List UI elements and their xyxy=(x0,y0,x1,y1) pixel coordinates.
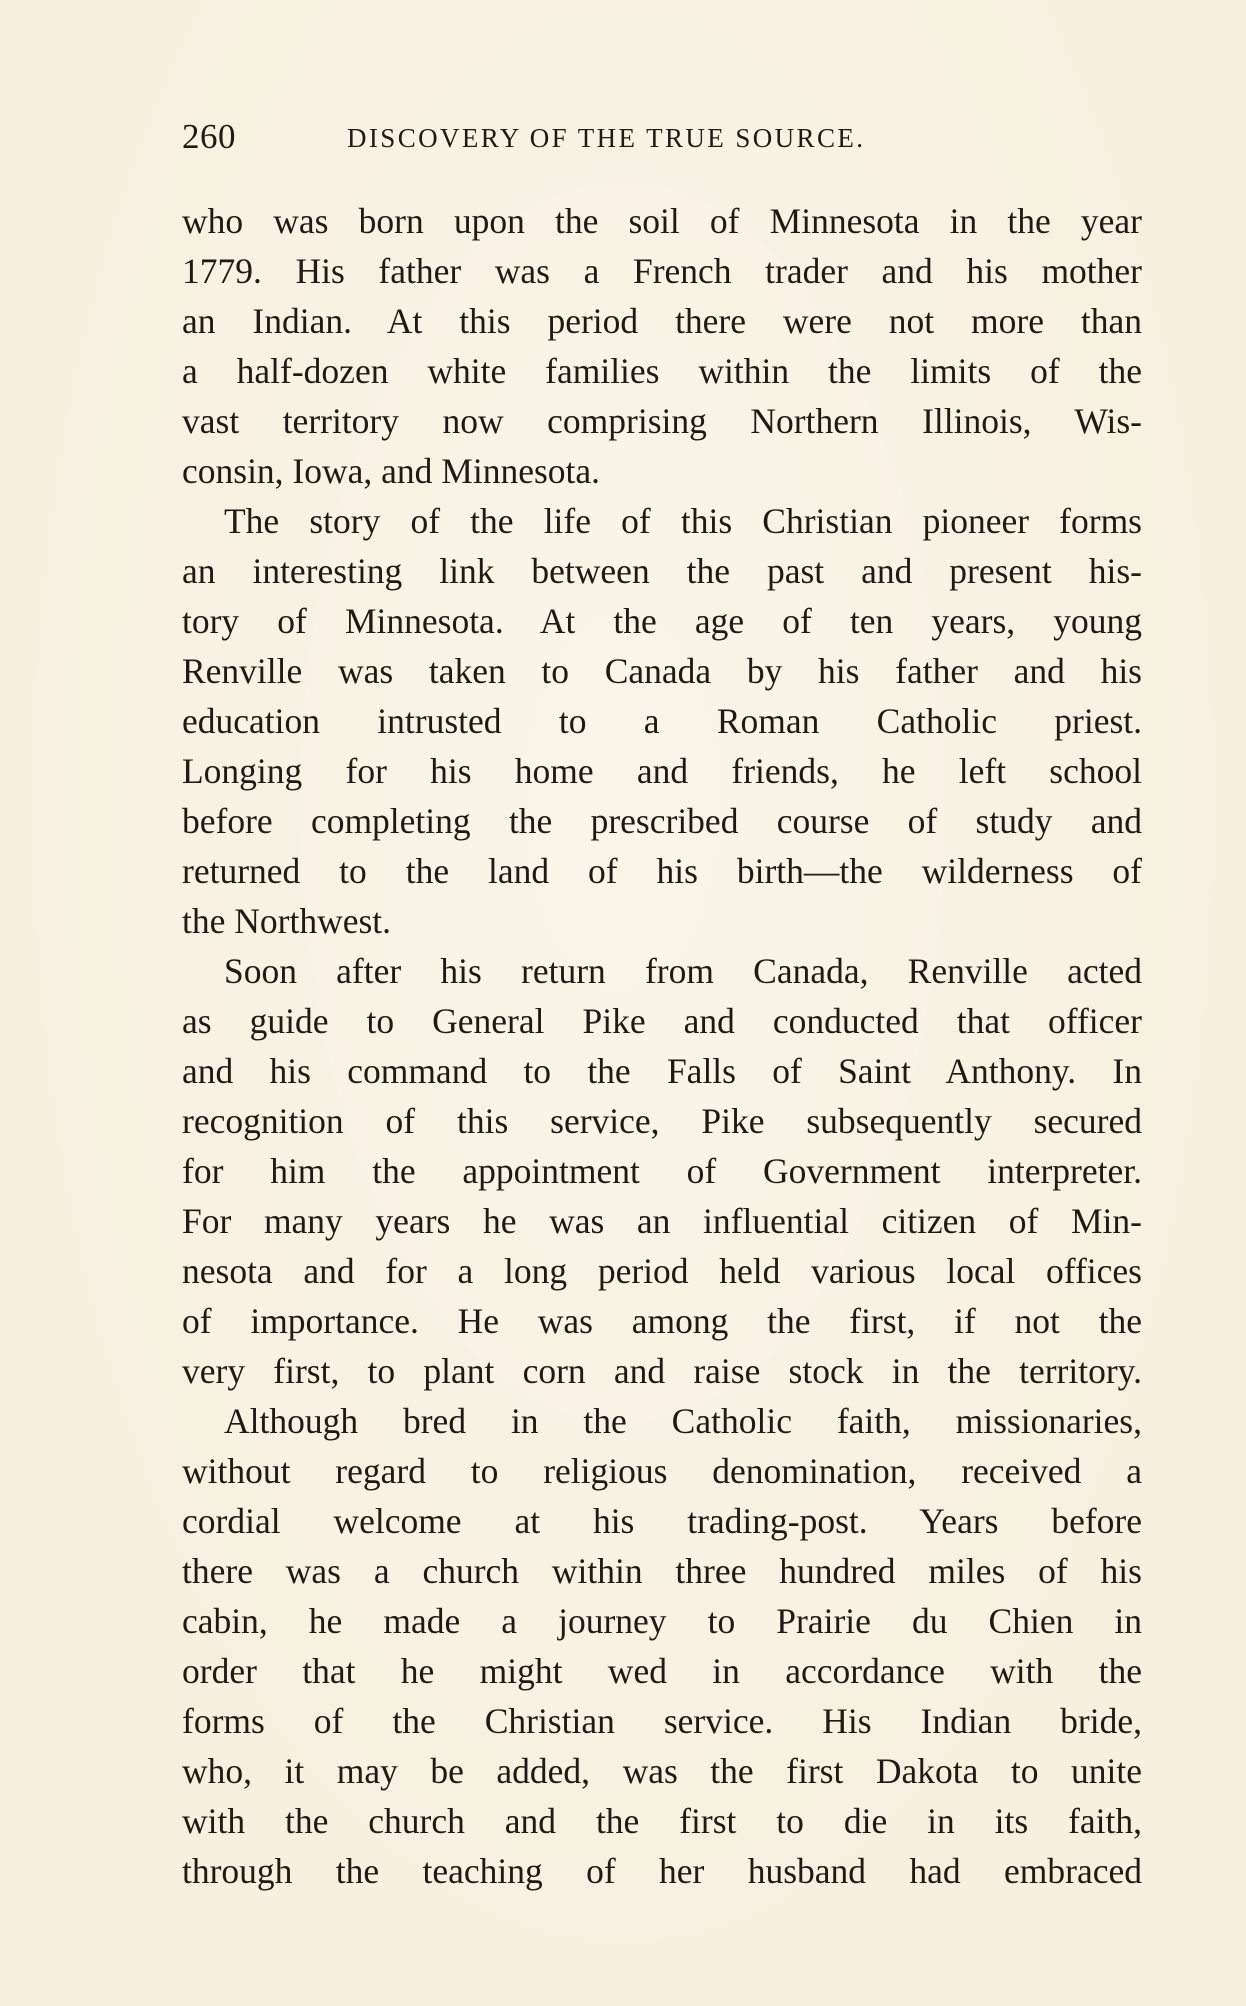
text-line: Renville was taken to Canada by his father and his xyxy=(182,651,1142,691)
running-head xyxy=(182,112,1142,162)
text-line: order that he might wed in accordance with the xyxy=(182,1651,1142,1691)
paragraph-end-line: the Northwest. xyxy=(182,901,392,941)
text-line: there was a church within three hundred miles of his xyxy=(182,1551,1142,1591)
paragraph-start-line: The story of the life of this Christian pioneer forms xyxy=(224,501,1142,541)
paragraph-end-line: consin, Iowa, and Minnesota. xyxy=(182,451,601,491)
text-line: For many years he was an influential citizen of Min- xyxy=(182,1201,1142,1241)
text-line: and his command to the Falls of Saint Anthony. In xyxy=(182,1051,1142,1091)
text-line: Longing for his home and friends, he left school xyxy=(182,751,1142,791)
paragraph-end-line: very first, to plant corn and raise stock in the territory. xyxy=(182,1351,1142,1391)
text-line: an Indian. At this period there were not more than xyxy=(182,301,1142,341)
text-line: through the teaching of her husband had embraced xyxy=(182,1851,1142,1891)
text-line: without regard to religious denomination, received a xyxy=(182,1451,1142,1491)
text-line: as guide to General Pike and conducted that officer xyxy=(182,1001,1142,1041)
text-line: for him the appointment of Government interpreter. xyxy=(182,1151,1142,1191)
text-line: with the church and the first to die in its faith, xyxy=(182,1801,1142,1841)
paragraph-start-line: Soon after his return from Canada, Renville acted xyxy=(224,951,1142,991)
running-title: DISCOVERY OF THE TRUE SOURCE. xyxy=(347,123,866,153)
text-line: an interesting link between the past and present his- xyxy=(182,551,1142,591)
text-line: cabin, he made a journey to Prairie du Chien in xyxy=(182,1601,1142,1641)
text-line: education intrusted to a Roman Catholic priest. xyxy=(182,701,1142,741)
text-line: cordial welcome at his trading-post. Years before xyxy=(182,1501,1142,1541)
text-line: forms of the Christian service. His Indian bride, xyxy=(182,1701,1142,1741)
text-line: who was born upon the soil of Minnesota in the year xyxy=(182,201,1142,241)
text-line: a half-dozen white families within the limits of the xyxy=(182,351,1142,391)
text-line: nesota and for a long period held various local offices xyxy=(182,1251,1142,1291)
text-line: 1779. His father was a French trader and his mother xyxy=(182,251,1142,291)
text-line: vast territory now comprising Northern Illinois, Wis- xyxy=(182,401,1142,441)
text-line: returned to the land of his birth—the wilderness of xyxy=(182,851,1142,891)
text-line: recognition of this service, Pike subsequently secured xyxy=(182,1101,1142,1141)
paragraph-start-line: Although bred in the Catholic faith, missionaries, xyxy=(224,1401,1142,1441)
text-line: who, it may be added, was the first Dakota to unite xyxy=(182,1751,1142,1791)
text-line: tory of Minnesota. At the age of ten years, young xyxy=(182,601,1142,641)
text-line: before completing the prescribed course of study and xyxy=(182,801,1142,841)
body-text xyxy=(182,196,1142,1896)
page-number: 260 xyxy=(182,117,236,156)
text-line: of importance. He was among the first, if not the xyxy=(182,1301,1142,1341)
